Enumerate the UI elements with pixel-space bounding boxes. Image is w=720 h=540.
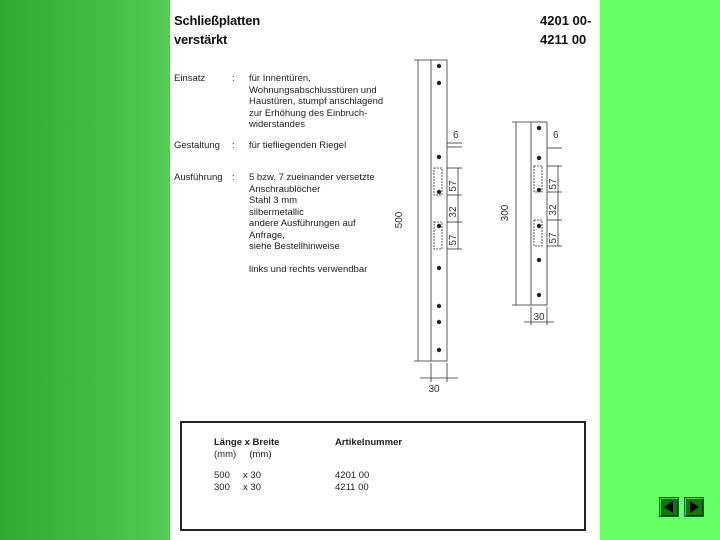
spec-ausfuehrung: Ausführung : 5 bzw. 7 zueinander versetzte Anschraublöcher Stahl 3 mm silbermetallic andere Ausführungen auf Anfrage, siehe Bestellhinweise links und rechts verwendbar [174, 172, 414, 277]
spec-line: Anschraublöcher [249, 183, 321, 195]
left-green-band [0, 0, 170, 540]
document-title [174, 11, 260, 49]
long-width-label: 30 [428, 384, 440, 395]
size-units: (mm) (mm) [214, 448, 272, 460]
table-row-article: 4211 00 [335, 481, 369, 493]
spec-einsatz: Einsatz : für Innentüren, Wohnungsabschlusstüren und Haustüren, stumpf anschlagend zur Erhöhung des Einbruch- widerstandes [174, 73, 414, 133]
article-number-header [540, 11, 591, 49]
previous-slide-button[interactable] [659, 497, 679, 517]
long-plate-drawing [414, 60, 462, 382]
short-length-label: 300 [500, 204, 511, 222]
next-slide-button[interactable] [684, 497, 704, 517]
long-seg2-label: 32 [448, 206, 459, 218]
spec-line: Anfrage, [249, 229, 285, 241]
spec-line: siehe Bestellhinweise [249, 241, 340, 252]
short-seg3-label: 57 [548, 232, 559, 244]
spec-line: andere Ausführungen auf [249, 218, 356, 229]
table-row-article: 4201 00 [335, 470, 370, 481]
spec-line: widerstandes [249, 119, 305, 130]
size-header: Länge x Breite [214, 437, 280, 448]
article-line-2: 4211 00 [540, 32, 587, 47]
short-seg1-label: 57 [548, 178, 559, 190]
title-line-2: verstärkt [174, 32, 228, 47]
spec-line: für Innentüren, [249, 73, 311, 84]
long-length-label: 500 [394, 211, 405, 229]
technical-drawing [394, 50, 600, 400]
triangle-right-icon [685, 498, 703, 516]
short-top-label: 6 [553, 130, 559, 141]
article-column [335, 437, 455, 493]
spec-gestaltung: Gestaltung : für tiefliegenden Riegel [174, 140, 414, 154]
size-column [214, 437, 334, 493]
spec-label: Einsatz [174, 73, 206, 84]
title-line-1: Schließplatten [174, 13, 261, 28]
triangle-left-icon [660, 498, 678, 516]
spec-label: Ausführung [174, 172, 223, 183]
long-top-label: 6 [453, 130, 459, 141]
table-row-size: 500 x 30 [214, 470, 262, 481]
short-seg2-label: 32 [548, 204, 559, 216]
order-table [180, 421, 586, 531]
spec-line: zur Erhöhung des Einbruch- [249, 107, 368, 119]
article-header: Artikelnummer [335, 437, 403, 448]
spec-line: Stahl 3 mm [249, 195, 298, 206]
article-line-1: 4201 00- [540, 13, 592, 28]
long-seg1-label: 57 [448, 180, 459, 192]
spec-line: Wohnungsabschlusstüren und [249, 84, 377, 96]
table-row-size: 300 x 30 [214, 481, 262, 493]
long-seg3-label: 57 [448, 234, 459, 246]
spec-label: Gestaltung [174, 140, 220, 151]
spec-value [249, 140, 409, 152]
spec-line: für tiefliegenden Riegel [249, 140, 347, 151]
spec-value [249, 73, 409, 131]
spec-value [249, 172, 409, 276]
short-plate-drawing [512, 122, 562, 325]
document-page [170, 0, 600, 540]
spec-line: links und rechts verwendbar [249, 264, 368, 275]
short-width-label: 30 [533, 312, 545, 323]
spec-line: Haustüren, stumpf anschlagend [249, 96, 384, 107]
spec-line: 5 bzw. 7 zueinander versetzte [249, 172, 375, 183]
spec-line: silbermetallic [249, 206, 304, 218]
